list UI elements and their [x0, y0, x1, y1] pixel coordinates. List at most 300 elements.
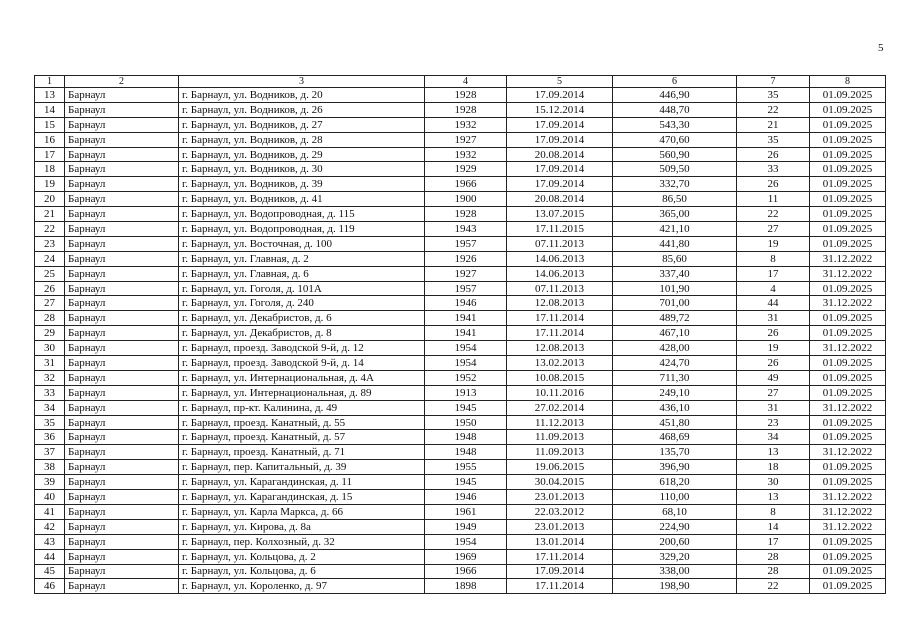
settlement-cell: Барнаул: [65, 549, 179, 564]
table-row: [35, 281, 886, 296]
deadline-cell: 31.12.2022: [810, 266, 886, 281]
settlement-cell: Барнаул: [65, 460, 179, 475]
address-cell: г. Барнаул, ул. Интернациональная, д. 89: [179, 385, 425, 400]
area-cell: 428,00: [613, 341, 737, 356]
table-row: [35, 430, 886, 445]
count-cell: 22: [737, 207, 810, 222]
year-cell: 1943: [425, 222, 507, 237]
row-number: 41: [35, 504, 65, 519]
date-cell: 17.09.2014: [507, 177, 613, 192]
table-row: [35, 385, 886, 400]
area-cell: 560,90: [613, 147, 737, 162]
address-cell: г. Барнаул, ул. Водников, д. 41: [179, 192, 425, 207]
year-cell: 1946: [425, 490, 507, 505]
year-cell: 1954: [425, 341, 507, 356]
date-cell: 14.06.2013: [507, 251, 613, 266]
date-cell: 17.09.2014: [507, 564, 613, 579]
settlement-cell: Барнаул: [65, 102, 179, 117]
column-header-7: 7: [737, 76, 810, 88]
row-number: 13: [35, 88, 65, 103]
table-row: [35, 504, 886, 519]
area-cell: 338,00: [613, 564, 737, 579]
area-cell: 249,10: [613, 385, 737, 400]
settlement-cell: Барнаул: [65, 222, 179, 237]
row-number: 32: [35, 370, 65, 385]
row-number: 19: [35, 177, 65, 192]
area-cell: 441,80: [613, 236, 737, 251]
settlement-cell: Барнаул: [65, 132, 179, 147]
date-cell: 17.09.2014: [507, 88, 613, 103]
deadline-cell: 31.12.2022: [810, 400, 886, 415]
date-cell: 11.09.2013: [507, 430, 613, 445]
row-number: 34: [35, 400, 65, 415]
date-cell: 12.08.2013: [507, 296, 613, 311]
date-cell: 17.11.2015: [507, 222, 613, 237]
deadline-cell: 01.09.2025: [810, 162, 886, 177]
address-cell: г. Барнаул, ул. Водников, д. 39: [179, 177, 425, 192]
deadline-cell: 31.12.2022: [810, 504, 886, 519]
area-cell: 365,00: [613, 207, 737, 222]
area-cell: 332,70: [613, 177, 737, 192]
year-cell: 1950: [425, 415, 507, 430]
settlement-cell: Барнаул: [65, 296, 179, 311]
year-cell: 1932: [425, 117, 507, 132]
settlement-cell: Барнаул: [65, 147, 179, 162]
deadline-cell: 31.12.2022: [810, 445, 886, 460]
row-number: 23: [35, 236, 65, 251]
deadline-cell: 01.09.2025: [810, 385, 886, 400]
year-cell: 1928: [425, 88, 507, 103]
date-cell: 27.02.2014: [507, 400, 613, 415]
settlement-cell: Барнаул: [65, 370, 179, 385]
count-cell: 34: [737, 430, 810, 445]
settlement-cell: Барнаул: [65, 385, 179, 400]
count-cell: 31: [737, 311, 810, 326]
row-number: 15: [35, 117, 65, 132]
address-cell: г. Барнаул, проезд. Заводской 9-й, д. 14: [179, 356, 425, 371]
address-cell: г. Барнаул, ул. Водопроводная, д. 115: [179, 207, 425, 222]
table-row: [35, 460, 886, 475]
date-cell: 13.01.2014: [507, 534, 613, 549]
count-cell: 27: [737, 385, 810, 400]
date-cell: 12.08.2013: [507, 341, 613, 356]
table-row: [35, 102, 886, 117]
date-cell: 11.12.2013: [507, 415, 613, 430]
date-cell: 10.08.2015: [507, 370, 613, 385]
address-cell: г. Барнаул, ул. Главная, д. 2: [179, 251, 425, 266]
row-number: 28: [35, 311, 65, 326]
area-cell: 337,40: [613, 266, 737, 281]
count-cell: 28: [737, 549, 810, 564]
table-row: [35, 88, 886, 103]
settlement-cell: Барнаул: [65, 117, 179, 132]
address-cell: г. Барнаул, ул. Короленко, д. 97: [179, 579, 425, 594]
area-cell: 224,90: [613, 519, 737, 534]
table-row: [35, 564, 886, 579]
count-cell: 33: [737, 162, 810, 177]
area-cell: 198,90: [613, 579, 737, 594]
table-row: [35, 147, 886, 162]
table-row: [35, 207, 886, 222]
year-cell: 1945: [425, 400, 507, 415]
row-number: 27: [35, 296, 65, 311]
row-number: 22: [35, 222, 65, 237]
area-cell: 618,20: [613, 475, 737, 490]
table-row: [35, 370, 886, 385]
address-cell: г. Барнаул, ул. Карла Маркса, д. 66: [179, 504, 425, 519]
settlement-cell: Барнаул: [65, 445, 179, 460]
year-cell: 1945: [425, 475, 507, 490]
address-cell: г. Барнаул, ул. Карагандинская, д. 11: [179, 475, 425, 490]
deadline-cell: 01.09.2025: [810, 177, 886, 192]
page-number: 5: [878, 42, 884, 54]
address-cell: г. Барнаул, ул. Гоголя, д. 101А: [179, 281, 425, 296]
table-row: [35, 251, 886, 266]
date-cell: 19.06.2015: [507, 460, 613, 475]
row-number: 29: [35, 326, 65, 341]
row-number: 26: [35, 281, 65, 296]
area-cell: 329,20: [613, 549, 737, 564]
table-row: [35, 579, 886, 594]
area-cell: 446,90: [613, 88, 737, 103]
settlement-cell: Барнаул: [65, 356, 179, 371]
date-cell: 17.11.2014: [507, 579, 613, 594]
deadline-cell: 01.09.2025: [810, 415, 886, 430]
year-cell: 1927: [425, 132, 507, 147]
count-cell: 22: [737, 102, 810, 117]
year-cell: 1966: [425, 177, 507, 192]
date-cell: 23.01.2013: [507, 519, 613, 534]
row-number: 39: [35, 475, 65, 490]
row-number: 30: [35, 341, 65, 356]
settlement-cell: Барнаул: [65, 177, 179, 192]
address-cell: г. Барнаул, ул. Водников, д. 29: [179, 147, 425, 162]
year-cell: 1927: [425, 266, 507, 281]
table-row: [35, 490, 886, 505]
row-number: 46: [35, 579, 65, 594]
deadline-cell: 31.12.2022: [810, 296, 886, 311]
deadline-cell: 01.09.2025: [810, 88, 886, 103]
table-row: [35, 549, 886, 564]
deadline-cell: 01.09.2025: [810, 192, 886, 207]
row-number: 45: [35, 564, 65, 579]
year-cell: 1941: [425, 326, 507, 341]
settlement-cell: Барнаул: [65, 415, 179, 430]
deadline-cell: 01.09.2025: [810, 117, 886, 132]
count-cell: 44: [737, 296, 810, 311]
settlement-cell: Барнаул: [65, 564, 179, 579]
settlement-cell: Барнаул: [65, 192, 179, 207]
row-number: 37: [35, 445, 65, 460]
row-number: 14: [35, 102, 65, 117]
date-cell: 30.04.2015: [507, 475, 613, 490]
address-cell: г. Барнаул, ул. Карагандинская, д. 15: [179, 490, 425, 505]
date-cell: 13.02.2013: [507, 356, 613, 371]
date-cell: 07.11.2013: [507, 236, 613, 251]
area-cell: 489,72: [613, 311, 737, 326]
row-number: 25: [35, 266, 65, 281]
buildings-table: [34, 75, 886, 594]
area-cell: 135,70: [613, 445, 737, 460]
year-cell: 1898: [425, 579, 507, 594]
area-cell: 85,60: [613, 251, 737, 266]
deadline-cell: 01.09.2025: [810, 207, 886, 222]
settlement-cell: Барнаул: [65, 430, 179, 445]
area-cell: 451,80: [613, 415, 737, 430]
table-row: [35, 162, 886, 177]
count-cell: 11: [737, 192, 810, 207]
year-cell: 1957: [425, 236, 507, 251]
table-row: [35, 117, 886, 132]
year-cell: 1954: [425, 534, 507, 549]
deadline-cell: 01.09.2025: [810, 430, 886, 445]
address-cell: г. Барнаул, ул. Водников, д. 28: [179, 132, 425, 147]
count-cell: 28: [737, 564, 810, 579]
date-cell: 17.09.2014: [507, 162, 613, 177]
deadline-cell: 31.12.2022: [810, 519, 886, 534]
address-cell: г. Барнаул, пр-кт. Калинина, д. 49: [179, 400, 425, 415]
year-cell: 1952: [425, 370, 507, 385]
count-cell: 19: [737, 341, 810, 356]
count-cell: 22: [737, 579, 810, 594]
area-cell: 509,50: [613, 162, 737, 177]
area-cell: 701,00: [613, 296, 737, 311]
date-cell: 11.09.2013: [507, 445, 613, 460]
deadline-cell: 31.12.2022: [810, 490, 886, 505]
address-cell: г. Барнаул, ул. Главная, д. 6: [179, 266, 425, 281]
row-number: 43: [35, 534, 65, 549]
area-cell: 467,10: [613, 326, 737, 341]
year-cell: 1941: [425, 311, 507, 326]
deadline-cell: 01.09.2025: [810, 549, 886, 564]
year-cell: 1961: [425, 504, 507, 519]
date-cell: 22.03.2012: [507, 504, 613, 519]
date-cell: 07.11.2013: [507, 281, 613, 296]
table-row: [35, 356, 886, 371]
deadline-cell: 31.12.2022: [810, 251, 886, 266]
deadline-cell: 01.09.2025: [810, 132, 886, 147]
year-cell: 1926: [425, 251, 507, 266]
column-header-1: 1: [35, 76, 65, 88]
table-row: [35, 400, 886, 415]
area-cell: 448,70: [613, 102, 737, 117]
row-number: 44: [35, 549, 65, 564]
address-cell: г. Барнаул, ул. Водников, д. 26: [179, 102, 425, 117]
count-cell: 13: [737, 445, 810, 460]
date-cell: 13.07.2015: [507, 207, 613, 222]
area-cell: 468,69: [613, 430, 737, 445]
settlement-cell: Барнаул: [65, 88, 179, 103]
settlement-cell: Барнаул: [65, 266, 179, 281]
year-cell: 1932: [425, 147, 507, 162]
area-cell: 86,50: [613, 192, 737, 207]
address-cell: г. Барнаул, ул. Интернациональная, д. 4А: [179, 370, 425, 385]
count-cell: 23: [737, 415, 810, 430]
year-cell: 1954: [425, 356, 507, 371]
row-number: 20: [35, 192, 65, 207]
address-cell: г. Барнаул, ул. Водников, д. 30: [179, 162, 425, 177]
settlement-cell: Барнаул: [65, 207, 179, 222]
settlement-cell: Барнаул: [65, 579, 179, 594]
address-cell: г. Барнаул, ул. Восточная, д. 100: [179, 236, 425, 251]
settlement-cell: Барнаул: [65, 400, 179, 415]
settlement-cell: Барнаул: [65, 162, 179, 177]
table-row: [35, 296, 886, 311]
count-cell: 26: [737, 356, 810, 371]
deadline-cell: 01.09.2025: [810, 236, 886, 251]
count-cell: 8: [737, 504, 810, 519]
count-cell: 26: [737, 326, 810, 341]
date-cell: 17.11.2014: [507, 311, 613, 326]
settlement-cell: Барнаул: [65, 504, 179, 519]
column-header-4: 4: [425, 76, 507, 88]
year-cell: 1928: [425, 207, 507, 222]
row-number: 40: [35, 490, 65, 505]
count-cell: 30: [737, 475, 810, 490]
deadline-cell: 01.09.2025: [810, 147, 886, 162]
count-cell: 27: [737, 222, 810, 237]
area-cell: 711,30: [613, 370, 737, 385]
row-number: 33: [35, 385, 65, 400]
table-row: [35, 266, 886, 281]
row-number: 35: [35, 415, 65, 430]
row-number: 18: [35, 162, 65, 177]
date-cell: 17.09.2014: [507, 132, 613, 147]
table-row: [35, 445, 886, 460]
address-cell: г. Барнаул, ул. Водников, д. 20: [179, 88, 425, 103]
count-cell: 4: [737, 281, 810, 296]
deadline-cell: 01.09.2025: [810, 534, 886, 549]
year-cell: 1913: [425, 385, 507, 400]
year-cell: 1949: [425, 519, 507, 534]
count-cell: 35: [737, 88, 810, 103]
date-cell: 20.08.2014: [507, 192, 613, 207]
settlement-cell: Барнаул: [65, 534, 179, 549]
column-header-5: 5: [507, 76, 613, 88]
deadline-cell: 01.09.2025: [810, 102, 886, 117]
year-cell: 1948: [425, 430, 507, 445]
area-cell: 110,00: [613, 490, 737, 505]
address-cell: г. Барнаул, ул. Декабристов, д. 6: [179, 311, 425, 326]
table-row: [35, 177, 886, 192]
count-cell: 18: [737, 460, 810, 475]
table-row: [35, 415, 886, 430]
year-cell: 1948: [425, 445, 507, 460]
area-cell: 396,90: [613, 460, 737, 475]
date-cell: 14.06.2013: [507, 266, 613, 281]
settlement-cell: Барнаул: [65, 281, 179, 296]
table-row: [35, 222, 886, 237]
year-cell: 1946: [425, 296, 507, 311]
table-row: [35, 475, 886, 490]
date-cell: 23.01.2013: [507, 490, 613, 505]
date-cell: 17.11.2014: [507, 549, 613, 564]
deadline-cell: 01.09.2025: [810, 370, 886, 385]
column-header-3: 3: [179, 76, 425, 88]
settlement-cell: Барнаул: [65, 519, 179, 534]
year-cell: 1928: [425, 102, 507, 117]
address-cell: г. Барнаул, ул. Водников, д. 27: [179, 117, 425, 132]
area-cell: 421,10: [613, 222, 737, 237]
area-cell: 68,10: [613, 504, 737, 519]
year-cell: 1955: [425, 460, 507, 475]
row-number: 24: [35, 251, 65, 266]
address-cell: г. Барнаул, проезд. Канатный, д. 55: [179, 415, 425, 430]
area-cell: 101,90: [613, 281, 737, 296]
address-cell: г. Барнаул, ул. Водопроводная, д. 119: [179, 222, 425, 237]
table-row: [35, 341, 886, 356]
row-number: 16: [35, 132, 65, 147]
count-cell: 31: [737, 400, 810, 415]
address-cell: г. Барнаул, проезд. Канатный, д. 57: [179, 430, 425, 445]
deadline-cell: 01.09.2025: [810, 356, 886, 371]
date-cell: 10.11.2016: [507, 385, 613, 400]
column-header-8: 8: [810, 76, 886, 88]
row-number: 31: [35, 356, 65, 371]
row-number: 17: [35, 147, 65, 162]
table-row: [35, 534, 886, 549]
settlement-cell: Барнаул: [65, 311, 179, 326]
deadline-cell: 01.09.2025: [810, 326, 886, 341]
deadline-cell: 01.09.2025: [810, 311, 886, 326]
date-cell: 17.11.2014: [507, 326, 613, 341]
row-number: 38: [35, 460, 65, 475]
table-row: [35, 519, 886, 534]
address-cell: г. Барнаул, ул. Кольцова, д. 2: [179, 549, 425, 564]
area-cell: 543,30: [613, 117, 737, 132]
table-body: [35, 88, 886, 594]
year-cell: 1957: [425, 281, 507, 296]
settlement-cell: Барнаул: [65, 341, 179, 356]
address-cell: г. Барнаул, ул. Кирова, д. 8а: [179, 519, 425, 534]
table-row: [35, 236, 886, 251]
year-cell: 1969: [425, 549, 507, 564]
deadline-cell: 01.09.2025: [810, 564, 886, 579]
table-row: [35, 132, 886, 147]
column-header-2: 2: [65, 76, 179, 88]
count-cell: 49: [737, 370, 810, 385]
settlement-cell: Барнаул: [65, 475, 179, 490]
row-number: 36: [35, 430, 65, 445]
deadline-cell: 01.09.2025: [810, 460, 886, 475]
count-cell: 26: [737, 147, 810, 162]
count-cell: 13: [737, 490, 810, 505]
date-cell: 15.12.2014: [507, 102, 613, 117]
count-cell: 8: [737, 251, 810, 266]
deadline-cell: 01.09.2025: [810, 281, 886, 296]
area-cell: 200,60: [613, 534, 737, 549]
area-cell: 436,10: [613, 400, 737, 415]
address-cell: г. Барнаул, ул. Кольцова, д. 6: [179, 564, 425, 579]
count-cell: 17: [737, 266, 810, 281]
count-cell: 26: [737, 177, 810, 192]
year-cell: 1966: [425, 564, 507, 579]
settlement-cell: Барнаул: [65, 490, 179, 505]
date-cell: 17.09.2014: [507, 117, 613, 132]
settlement-cell: Барнаул: [65, 236, 179, 251]
deadline-cell: 01.09.2025: [810, 222, 886, 237]
deadline-cell: 01.09.2025: [810, 579, 886, 594]
count-cell: 14: [737, 519, 810, 534]
date-cell: 20.08.2014: [507, 147, 613, 162]
address-cell: г. Барнаул, пер. Капитальный, д. 39: [179, 460, 425, 475]
area-cell: 424,70: [613, 356, 737, 371]
address-cell: г. Барнаул, пер. Колхозный, д. 32: [179, 534, 425, 549]
table-row: [35, 192, 886, 207]
header-row: [35, 76, 886, 88]
address-cell: г. Барнаул, ул. Гоголя, д. 240: [179, 296, 425, 311]
year-cell: 1929: [425, 162, 507, 177]
